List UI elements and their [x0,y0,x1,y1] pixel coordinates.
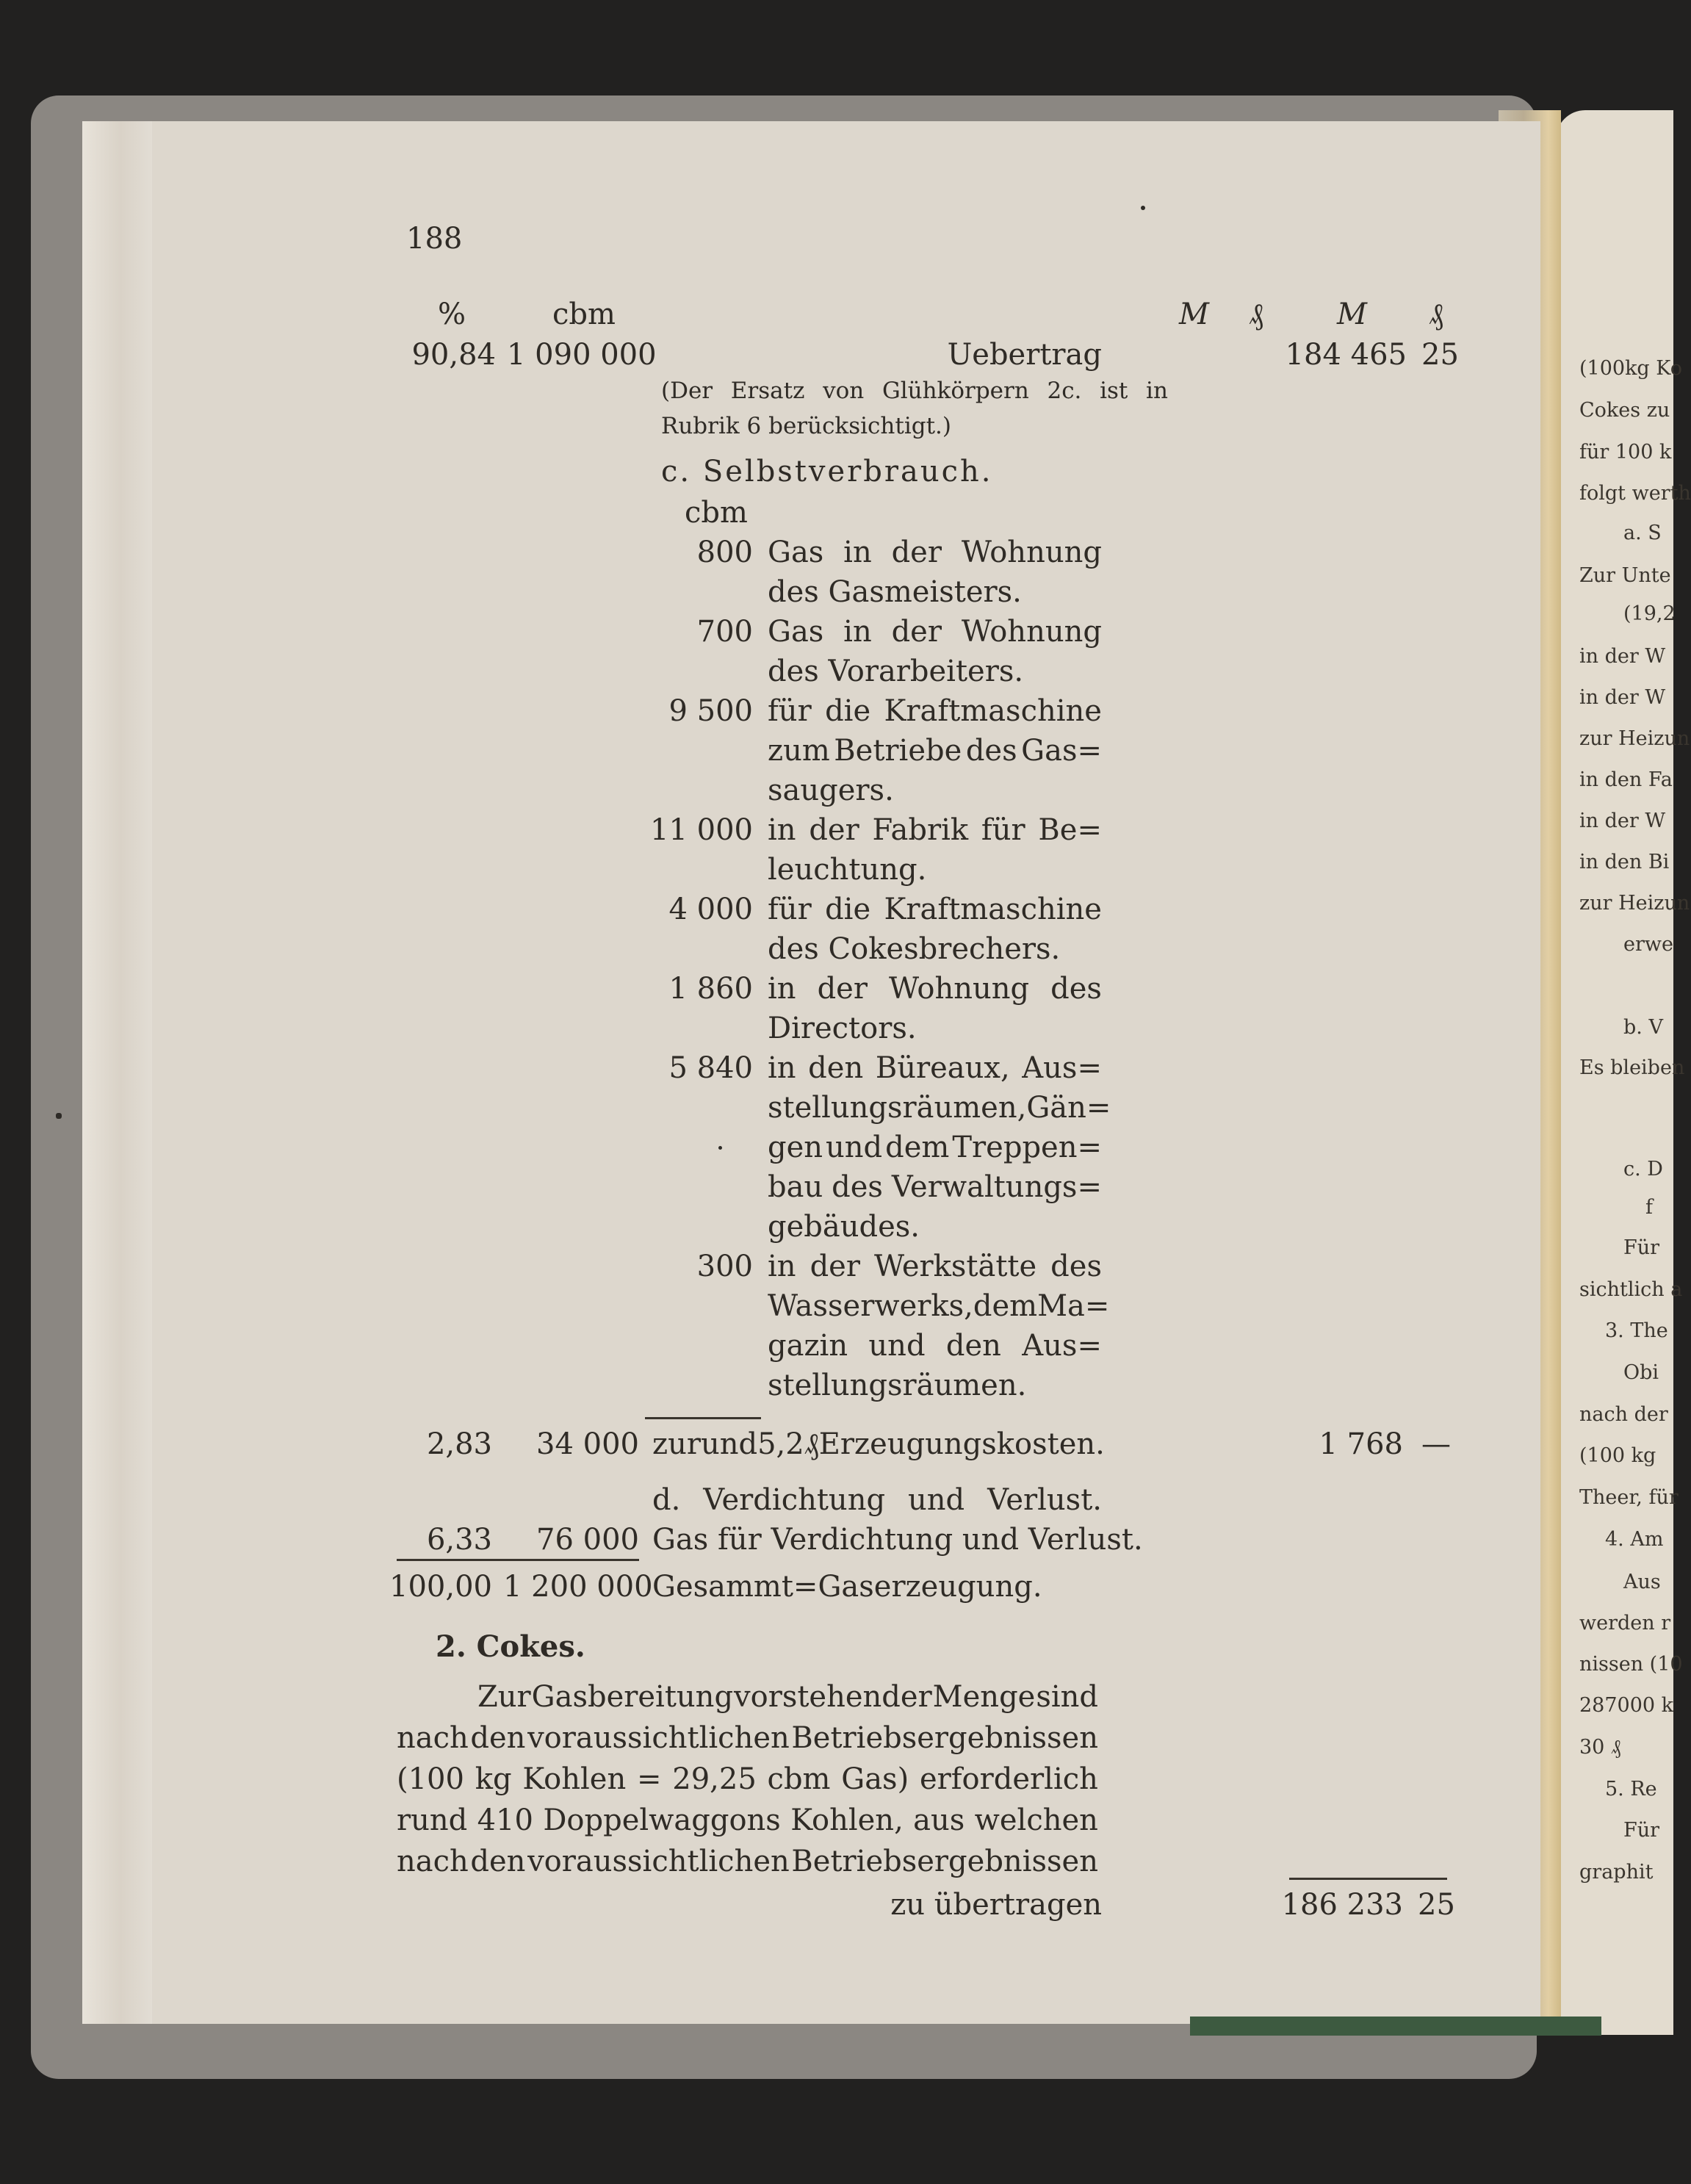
word: erforderlich [919,1762,1098,1796]
item-text: leuchtung. [768,853,927,887]
facing-line: 30 ₰ [1579,1736,1621,1759]
word: dem [885,1131,950,1164]
word: Betriebsergebnissen [791,1845,1098,1878]
item-text [768,1133,1102,1162]
word: den [945,1329,1001,1363]
cokes-heading: 2. Cokes. [436,1629,585,1664]
page-speck [1141,206,1145,210]
item-amount: 800 [696,536,753,569]
page-speck [56,1113,62,1119]
header-mark: M [1337,298,1367,331]
word: Gas [768,615,824,649]
item-text: gebäudes. [768,1210,920,1244]
word: der [891,615,942,649]
facing-line: Für [1623,1236,1660,1259]
word: Erzeugungskosten. [818,1427,1105,1461]
word: der [817,972,868,1006]
facing-line: 5. Re [1605,1778,1657,1801]
facing-line: 287000 k [1579,1694,1674,1717]
word: ₰ [804,1427,819,1461]
word: für [981,813,1025,847]
word: des [1050,972,1102,1006]
item-text: Directors. [768,1012,917,1045]
word: Gas= [1021,734,1102,768]
word: dem [973,1289,1038,1323]
item-amount: 4 000 [668,893,753,926]
facing-line: (19,2 [1623,602,1676,625]
word: des [965,734,1017,768]
word: Wohnung [961,615,1102,649]
word: Be= [1038,813,1102,847]
selbst-pfennig: — [1421,1427,1451,1461]
word: sind [1036,1680,1098,1714]
word: den [470,1845,526,1878]
word: Verlust. [987,1483,1102,1517]
header-percent: % [438,298,466,331]
header-pfennig: ₰ [1249,298,1263,331]
word: (Der [661,378,713,404]
word: für [768,893,812,926]
word: Gasbereitung [531,1680,734,1714]
item-amount: 300 [696,1250,753,1283]
word: in [1146,378,1168,404]
page-speck [718,1146,722,1150]
verdichtung-percent: 6,33 [426,1523,492,1557]
word: 410 [477,1803,533,1837]
word: gazin [768,1329,848,1363]
facing-line: c. D [1623,1158,1663,1181]
word: stellungsräumen, [768,1091,1027,1125]
word: zum [768,734,830,768]
section-heading: c. Selbstverbrauch. [661,455,993,489]
facing-line: Cokes zu [1579,399,1670,422]
carry-pfennig: 25 [1418,1888,1455,1922]
selbst-label [652,1427,1105,1461]
word: Wohnung [889,972,1030,1006]
item-text: saugers. [768,774,894,807]
word: und [868,1329,926,1363]
facing-line: sichtlich a [1579,1278,1683,1301]
word: vorstehender [734,1680,932,1714]
word: Verwaltungs= [891,1170,1102,1204]
word: der [891,536,942,569]
word: Doppelwaggons [543,1803,781,1837]
item-text [768,1172,1102,1202]
note-line: Rubrik 6 berücksichtigt.) [661,413,951,439]
word: nach [397,1845,469,1878]
uebertrag-marks: 184 465 [1285,338,1407,372]
item-amount: 5 840 [668,1051,753,1085]
word: und [908,1483,965,1517]
facing-page-text [1579,0,1691,2184]
item-amount: 9 500 [668,694,753,728]
facing-line: (100 kg [1579,1444,1656,1467]
word: Gän= [1026,1091,1111,1125]
page-edge [82,121,152,2024]
section-heading [652,1485,1102,1515]
word: für [768,694,812,728]
sum-rule [645,1417,761,1419]
selbst-marks: 1 768 [1319,1427,1403,1461]
word: in [768,972,796,1006]
uebertrag-cbm: 1 090 000 [507,338,657,372]
word: in [768,813,796,847]
verdichtung-cbm: 76 000 [536,1523,639,1557]
word: welchen [974,1803,1098,1837]
word: nach [397,1721,469,1755]
word: Kohlen [522,1762,627,1796]
gesammt-label: Gesammt=Gaserzeugung. [652,1570,1042,1604]
word: Aus= [1022,1051,1102,1085]
word: Wasserwerks, [768,1289,973,1323]
facing-line: zur Heizun [1579,727,1690,750]
word: in [843,615,872,649]
book-cover-edge [1190,2017,1601,2036]
unit-label: cbm [685,496,748,530]
verdichtung-label: Gas für Verdichtung und Verlust. [652,1523,1143,1557]
word: 5,2 [757,1427,804,1461]
word: ist [1100,378,1128,404]
item-text [768,538,1102,567]
item-text [768,815,1102,845]
item-text [768,1289,1110,1323]
word: voraussichtlichen [527,1845,790,1878]
word: Gas [768,536,824,569]
word: = [636,1762,662,1796]
facing-line: a. S [1623,522,1662,544]
facing-line: b. V [1623,1016,1663,1039]
word: den [470,1721,526,1755]
item-text [768,1331,1102,1361]
word: kg [475,1762,512,1796]
item-text [768,895,1102,924]
page-number: 188 [406,222,463,256]
item-text: stellungsräumen. [768,1369,1027,1402]
word: Gas) [841,1762,909,1796]
item-text [768,972,1102,1006]
word: Kohlen, [790,1803,904,1837]
facing-line: Theer, für [1579,1486,1679,1509]
facing-line: Obi [1623,1361,1659,1384]
facing-line: 3. The [1605,1319,1668,1342]
note-line [661,380,1168,403]
carry-rule [1289,1878,1447,1880]
word: Menge [932,1680,1036,1714]
gesammt-cbm: 1 200 000 [503,1570,653,1604]
word: rund [686,1427,758,1461]
word: die [825,694,871,728]
header-cbm: cbm [552,298,616,331]
facing-line: Aus [1623,1571,1661,1593]
total-rule [397,1559,639,1561]
paragraph-line [397,1762,1098,1796]
selbst-cbm: 34 000 [536,1427,639,1461]
item-amount: 11 000 [650,813,753,847]
facing-line: Es bleiben [1579,1056,1685,1079]
paragraph-line [397,1847,1098,1876]
facing-line: zur Heizun [1579,892,1690,915]
facing-line: Für [1623,1819,1660,1842]
item-text [768,1053,1102,1083]
word: rund [397,1803,468,1837]
word: der [810,1250,860,1283]
word: Kraftmaschine [884,893,1102,926]
word: gen [768,1131,823,1164]
word: von [823,378,865,404]
item-text [768,1252,1102,1281]
word: d. [652,1483,681,1517]
facing-line: in den Bi [1579,851,1670,873]
item-text [768,734,1102,768]
word: Glühkörpern [881,378,1029,404]
facing-line: nissen (10 [1579,1653,1683,1676]
word: und [826,1131,883,1164]
word: Zur [477,1680,531,1714]
selbst-percent: 2,83 [426,1427,492,1461]
word: in [768,1051,796,1085]
facing-line: in der W [1579,645,1666,668]
word: der [809,813,859,847]
facing-line: in der W [1579,686,1666,709]
word: des [1050,1250,1102,1283]
word: (100 [397,1762,464,1796]
paragraph-line [477,1682,1098,1712]
item-amount: 700 [696,615,753,649]
word: Verdichtung [703,1483,886,1517]
word: Kraftmaschine [884,694,1102,728]
item-text: des Cokesbrechers. [768,932,1061,966]
word: voraussichtlichen [527,1721,790,1755]
uebertrag-pfennig: 25 [1421,338,1459,372]
word: Ersatz [730,378,805,404]
word: die [825,893,871,926]
item-text: des Vorarbeiters. [768,655,1024,688]
item-text [768,1091,1111,1125]
word: in [768,1250,796,1283]
word: Büreaux, [875,1051,1010,1085]
item-amount: 1 860 [668,972,753,1006]
word: Fabrik [872,813,969,847]
facing-line: Zur Unte [1579,564,1671,587]
header-pfennig: ₰ [1429,298,1443,331]
word: den [808,1051,864,1085]
carry-marks: 186 233 [1281,1888,1403,1922]
word: Betriebe [834,734,962,768]
word: Treppen= [952,1131,1102,1164]
word: cbm [767,1762,831,1796]
word: 29,25 [672,1762,757,1796]
word: Aus= [1022,1329,1102,1363]
facing-line: werden r [1579,1612,1671,1635]
word: bau [768,1170,823,1204]
word: 2c. [1047,378,1082,404]
facing-line: nach der [1579,1403,1668,1426]
word: zu [652,1427,687,1461]
word: aus [913,1803,965,1837]
word: Wohnung [961,536,1102,569]
word: Werkstätte [874,1250,1037,1283]
item-text [768,696,1102,726]
item-text [768,615,1102,649]
word: in [843,536,872,569]
word: des [832,1170,883,1204]
facing-line: für 100 k [1579,441,1672,464]
carry-label: zu übertragen [890,1888,1102,1922]
facing-line: 4. Am [1605,1528,1664,1551]
paragraph-line [397,1723,1098,1753]
facing-line: (100kg Ko [1579,357,1682,380]
uebertrag-label: Uebertrag [947,338,1102,372]
facing-line: erwe [1623,933,1673,956]
header-mark: M [1179,298,1209,331]
uebertrag-percent: 90,84 [411,338,496,372]
word: Ma= [1037,1289,1110,1323]
word: Betriebsergebnissen [791,1721,1098,1755]
facing-line: f [1645,1196,1653,1219]
facing-line: in der W [1579,810,1666,832]
facing-line: folgt werth [1579,482,1691,505]
paragraph-line [397,1803,1098,1837]
facing-line: graphit [1579,1861,1654,1884]
item-text: des Gasmeisters. [768,575,1022,609]
gesammt-percent: 100,00 [389,1570,492,1604]
facing-line: in den Fa [1579,768,1673,791]
